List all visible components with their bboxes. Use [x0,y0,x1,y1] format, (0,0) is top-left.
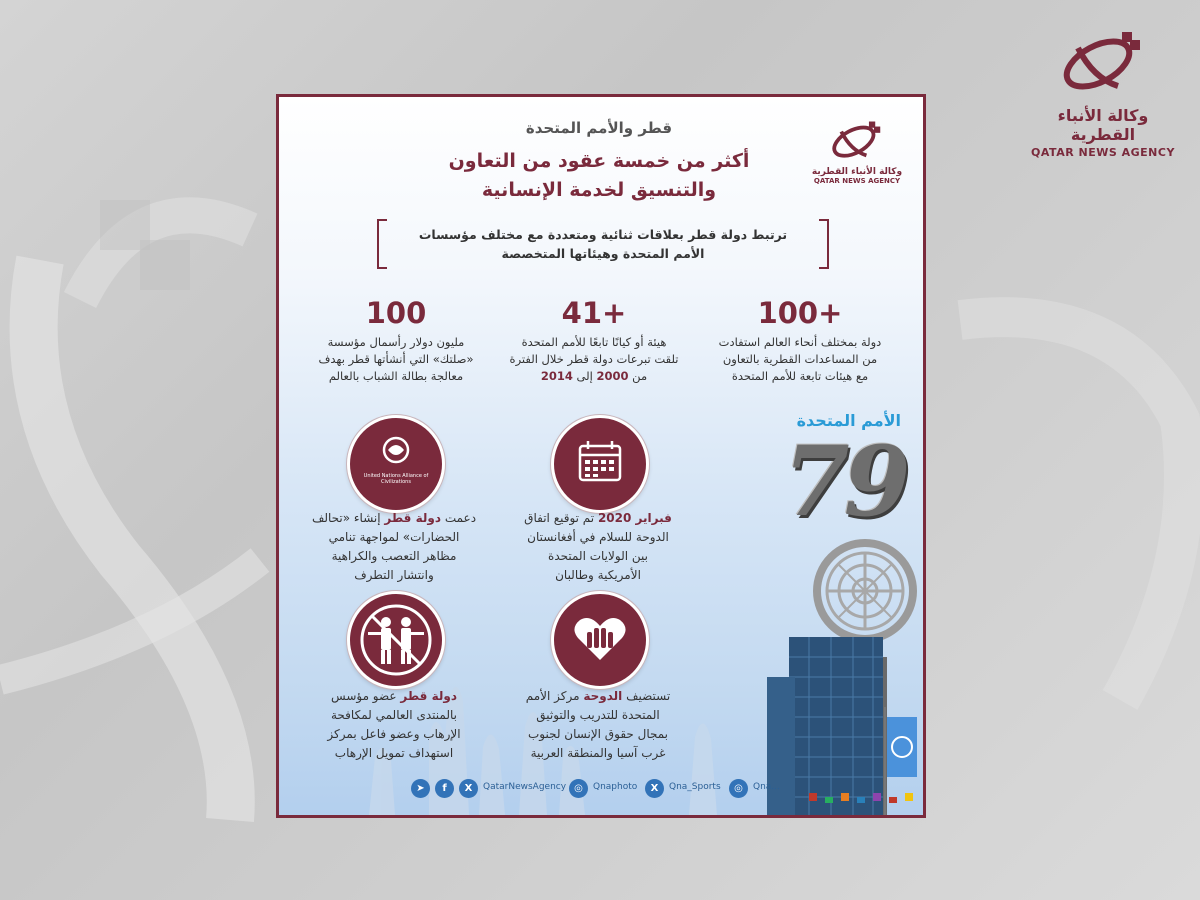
item-alliance-line-1 [289,509,499,528]
un-building-icon [767,637,887,815]
stat-silatech-number: 100 [365,296,427,330]
handle-qatarnewsagency[interactable]: QatarNewsAgency [483,782,567,792]
item-counter-terrorism-line-2: بالمنتدى العالمي لمكافحة [331,708,457,722]
stat-entities-line-3 [499,368,689,385]
globe-icon[interactable]: ◎ [729,779,748,798]
no-terrorism-icon [350,594,442,686]
stat-silatech-desc [301,334,491,385]
stat-countries-line-1: دولة بمختلف أنحاء العالم استفادت [718,335,882,349]
intro-box [377,219,829,269]
stat-entities-line-2: تلقت تبرعات دولة قطر خلال الفترة [509,352,679,366]
item-doha-agreement-rest: تم توقيع اتفاق [524,511,598,525]
headline [389,147,809,205]
agency-name-en: QATAR NEWS AGENCY [1031,146,1175,159]
stat-entities-desc [499,334,689,385]
calendar-circle [551,415,649,513]
item-alliance-highlight: دولة قطر [384,511,441,525]
item-counter-terrorism-line-1 [289,687,499,706]
agency-logo [1028,28,1178,159]
item-counter-terrorism-line-4: استهداف تمويل الإرهاب [334,746,454,760]
intro-bracket-left [377,219,387,269]
item-training-center-highlight: الدوحة [583,689,623,703]
item-doha-agreement-line-2: الدوحة للسلام في أفغانستان [527,530,669,544]
handle-qnaphoto[interactable]: Qnaphoto [593,782,638,792]
stat-silatech [301,295,491,385]
calendar-icon [554,418,646,510]
infographic-card [276,94,926,818]
stat-entities-mid: إلى [572,369,597,383]
stat-countries-line-2: من المساعدات القطرية بالتعاون [722,352,878,366]
item-counter-terrorism [289,687,499,763]
stat-silatech-line-2: «صلتك» التي أنشأتها قطر بهدف [318,352,474,366]
stat-silatech-line-3: معالجة بطالة الشباب بالعالم [328,369,464,383]
facebook-icon[interactable]: f [435,779,454,798]
qna-logo-icon [1058,28,1148,98]
stat-entities-number: 41+ [561,296,627,330]
alliance-circle [347,415,445,513]
un-emblem-icon [817,543,913,639]
stat-silatech-line-1: مليون دولار رأسمال مؤسسة [327,335,465,349]
item-alliance [289,509,499,585]
item-alliance-line-2: الحضارات» لمواجهة تنامي [328,530,460,544]
item-training-center-line-1 [493,687,703,706]
intro-bracket-right [819,219,829,269]
stat-countries-line-3: مع هيئات تابعة للأمم المتحدة [731,369,869,383]
human-rights-circle [551,591,649,689]
card-agency-logo [809,119,905,185]
item-counter-terrorism-line-3: الإرهاب وعضو فاعل بمركز [327,727,461,741]
anniversary-number: 79 [783,425,905,538]
intro-text [393,225,813,263]
alliance-of-civilizations-icon [350,418,442,510]
stat-entities-year-start: 2000 [596,369,629,383]
telegram-icon[interactable]: ➤ [411,779,430,798]
item-training-center-line-2: المتحدة للتدريب والتوثيق [536,708,660,722]
item-doha-agreement-line-3: بين الولايات المتحدة [548,549,648,563]
item-training-center-post: مركز الأمم [525,689,584,703]
card-agency-name-en: QATAR NEWS AGENCY [813,177,901,185]
un-label: الأمم المتحدة [796,411,901,430]
item-doha-agreement-highlight: فبراير 2020 [597,511,672,525]
headline-line-2: والتنسيق لخدمة الإنسانية [481,179,717,201]
item-doha-agreement [493,509,703,585]
card-agency-name-ar: وكالة الأنباء القطرية [811,167,903,177]
stat-countries [705,295,895,385]
stat-countries-desc [705,334,895,385]
item-alliance-post: إنشاء «تحالف [311,511,385,525]
intro-line-2: الأمم المتحدة وهيئاتها المتخصصة [501,246,705,261]
item-training-center-pre: تستضيف [622,689,671,703]
x-icon[interactable]: X [645,779,664,798]
headline-line-1: أكثر من خمسة عقود من التعاون [448,150,750,172]
item-doha-agreement-line-4: الأمريكية وطالبان [555,568,641,582]
handle-qna[interactable]: Qna... [753,782,780,792]
kicker-title: قطر والأمم المتحدة [525,119,673,137]
item-alliance-line-3: مظاهر التعصب والكراهية [331,549,457,563]
stat-entities [499,295,689,385]
qna-logo-icon [827,119,887,163]
item-counter-terrorism-post: عضو مؤسس [331,689,401,703]
social-bar [411,779,780,801]
intro-line-1: ترتبط دولة قطر بعلاقات ثنائية ومتعددة مع مختلف مؤسسات [418,227,788,242]
item-training-center-line-3: بمجال حقوق الإنسان لجنوب [527,727,669,741]
handle-qna-sports[interactable]: Qna_Sports [669,782,721,792]
x-icon[interactable]: X [459,779,478,798]
stat-entities-prefix: من [628,369,648,383]
counter-terrorism-circle [347,591,445,689]
hands-heart-icon [554,594,646,686]
item-doha-agreement-line-1 [493,509,703,528]
stat-countries-number: 100+ [757,296,843,330]
instagram-icon[interactable]: ◎ [569,779,588,798]
agency-name-ar: وكالة الأنباء القطرية [1057,106,1149,144]
item-alliance-pre: دعمت [441,511,477,525]
item-alliance-line-4: وانتشار التطرف [354,568,434,582]
stat-entities-line-1: هيئة أو كيانًا تابعًا للأمم المتحدة [521,335,667,349]
item-training-center [493,687,703,763]
item-training-center-line-4: غرب آسيا والمنطقة العربية [530,746,666,760]
stat-entities-year-end: 2014 [540,369,573,383]
item-counter-terrorism-highlight: دولة قطر [400,689,457,703]
alliance-icon-caption: United Nations Alliance of Civilizations [363,473,429,485]
